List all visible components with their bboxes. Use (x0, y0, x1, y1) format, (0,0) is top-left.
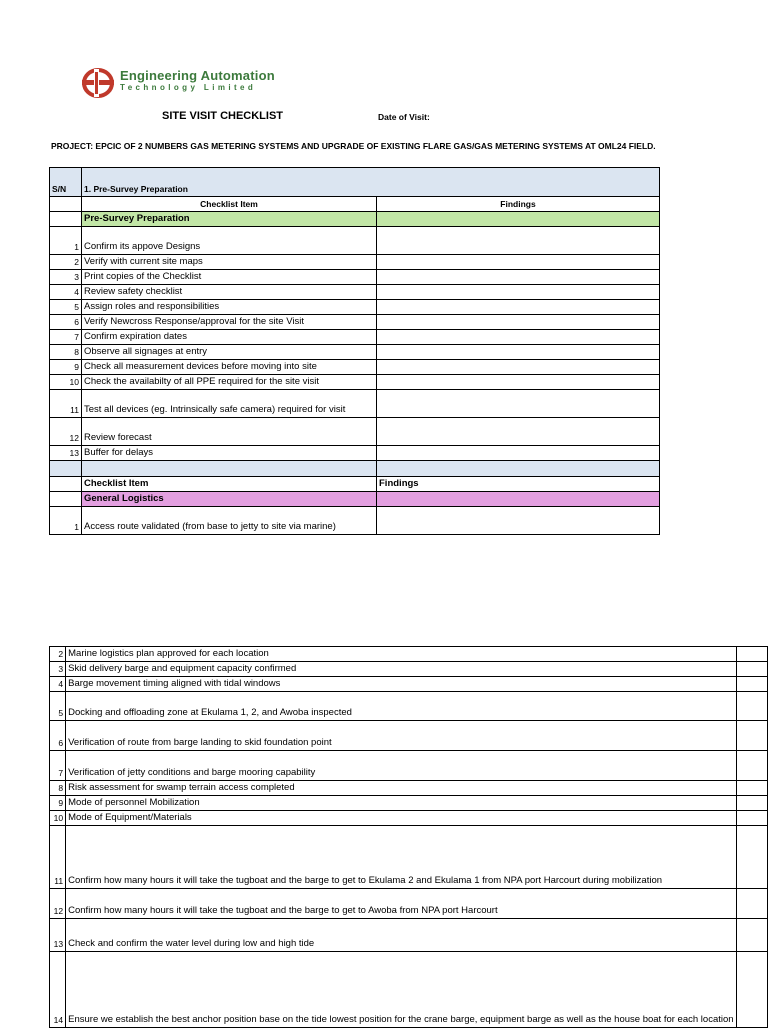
date-of-visit-label: Date of Visit: (378, 112, 430, 122)
row-findings-cell[interactable] (377, 285, 660, 300)
table-row (50, 751, 768, 781)
table-row (50, 446, 660, 461)
row-findings-cell[interactable] (736, 647, 767, 662)
row-item: Confirm its appove Designs (82, 227, 377, 255)
row-item: Review safety checklist (82, 285, 377, 300)
logo-company-subtitle: Technology Limited (120, 83, 257, 92)
column-header-findings: Findings (377, 197, 660, 212)
row-sn: 9 (50, 360, 82, 375)
table-row (50, 796, 768, 811)
row-sn: 12 (50, 889, 66, 919)
table-row (50, 507, 660, 535)
row-sn: 11 (50, 826, 66, 889)
table-row (50, 418, 660, 446)
row-findings-cell[interactable] (736, 919, 767, 952)
subsection-row-2 (50, 492, 660, 507)
row-item: Print copies of the Checklist (82, 270, 377, 285)
row-item: Observe all signages at entry (82, 345, 377, 360)
checklist-table-2 (49, 646, 768, 1028)
row-findings-cell[interactable] (736, 692, 767, 721)
row-findings-cell[interactable] (736, 796, 767, 811)
table-row (50, 330, 660, 345)
row-item: Assign roles and responsibilities (82, 300, 377, 315)
row-item: Check all measurement devices before moving into site (82, 360, 377, 375)
spacer-cell (377, 461, 660, 477)
row-sn: 5 (50, 692, 66, 721)
row-item: Check the availabilty of all PPE required for the site visit (82, 375, 377, 390)
subsection-row (50, 212, 660, 227)
sn-header: S/N (50, 168, 82, 197)
column-header-item-2: Checklist Item (82, 477, 377, 492)
header-empty-cell (50, 197, 82, 212)
checklist-table-1 (49, 167, 660, 535)
row-findings-cell[interactable] (377, 375, 660, 390)
section-header-row (50, 168, 660, 197)
row-item: Skid delivery barge and equipment capacity confirmed (66, 662, 736, 677)
table-row (50, 692, 768, 721)
row-findings-cell[interactable] (736, 751, 767, 781)
table-row (50, 285, 660, 300)
row-item: Mode of personnel Mobilization (66, 796, 736, 811)
row-item: Risk assessment for swamp terrain access completed (66, 781, 736, 796)
row-sn: 3 (50, 270, 82, 285)
row-findings-cell[interactable] (377, 507, 660, 535)
table-row (50, 811, 768, 826)
row-sn: 4 (50, 285, 82, 300)
row-item: Ensure we establish the best anchor position base on the tide lowest position for the crane barge, equipment barge as well as the house boat for each location (66, 952, 736, 1028)
row-item: Review forecast (82, 418, 377, 446)
row-findings-cell[interactable] (377, 360, 660, 375)
row-sn: 12 (50, 418, 82, 446)
row-item: Verify with current site maps (82, 255, 377, 270)
row-item: Mode of Equipment/Materials (66, 811, 736, 826)
subsection-pre-survey: Pre-Survey Preparation (82, 212, 377, 227)
row-findings-cell[interactable] (736, 952, 767, 1028)
table-row (50, 375, 660, 390)
row-sn: 14 (50, 952, 66, 1028)
row-sn: 11 (50, 390, 82, 418)
logo-company-name: Engineering Automation (120, 68, 275, 83)
row-findings-cell[interactable] (736, 662, 767, 677)
row-findings-cell[interactable] (736, 826, 767, 889)
row-findings-cell[interactable] (377, 255, 660, 270)
column-header-row-2 (50, 477, 660, 492)
row-findings-cell[interactable] (736, 811, 767, 826)
table-row (50, 781, 768, 796)
row-findings-cell[interactable] (377, 227, 660, 255)
subsection-empty-cell (50, 212, 82, 227)
company-logo (80, 66, 320, 102)
row-sn: 2 (50, 255, 82, 270)
table-row (50, 721, 768, 751)
row-item: Barge movement timing aligned with tidal windows (66, 677, 736, 692)
spacer-cell (82, 461, 377, 477)
row-item: Confirm how many hours it will take the tugboat and the barge to get to Awoba from NPA port Harcourt (66, 889, 736, 919)
row-findings-cell[interactable] (736, 721, 767, 751)
row-item: Access route validated (from base to jetty to site via marine) (82, 507, 377, 535)
subsection-findings-cell (377, 492, 660, 507)
table-row (50, 255, 660, 270)
section-title: 1. Pre-Survey Preparation (82, 168, 660, 197)
row-sn: 2 (50, 647, 66, 662)
row-sn: 4 (50, 677, 66, 692)
row-findings-cell[interactable] (377, 270, 660, 285)
row-findings-cell[interactable] (377, 300, 660, 315)
spacer-row (50, 461, 660, 477)
table-row (50, 390, 660, 418)
row-findings-cell[interactable] (736, 781, 767, 796)
logo-mark-icon (80, 66, 116, 100)
table-row (50, 360, 660, 375)
row-findings-cell[interactable] (377, 330, 660, 345)
row-sn: 6 (50, 315, 82, 330)
row-sn: 7 (50, 330, 82, 345)
subsection-findings-cell (377, 212, 660, 227)
row-sn: 10 (50, 811, 66, 826)
project-description: PROJECT: EPCIC OF 2 NUMBERS GAS METERING SYSTEMS AND UPGRADE OF EXISTING FLARE GAS/GAS METERING SYSTEMS AT OML24 FIELD. (51, 141, 656, 151)
row-sn: 1 (50, 227, 82, 255)
row-sn: 8 (50, 781, 66, 796)
row-findings-cell[interactable] (736, 677, 767, 692)
page-title: SITE VISIT CHECKLIST (162, 110, 284, 122)
row-sn: 13 (50, 919, 66, 952)
row-item: Verify Newcross Response/approval for the site Visit (82, 315, 377, 330)
row-findings-cell[interactable] (377, 390, 660, 418)
row-item: Confirm how many hours it will take the tugboat and the barge to get to Ekulama 2 and Ekulama 1 from NPA port Harcourt during mobilization (66, 826, 736, 889)
row-item: Marine logistics plan approved for each location (66, 647, 736, 662)
row-findings-cell[interactable] (736, 889, 767, 919)
row-sn: 1 (50, 507, 82, 535)
row-findings-cell[interactable] (377, 418, 660, 446)
row-sn: 7 (50, 751, 66, 781)
row-findings-cell[interactable] (377, 315, 660, 330)
table-row (50, 952, 768, 1028)
table-row (50, 345, 660, 360)
table-row (50, 677, 768, 692)
row-sn: 9 (50, 796, 66, 811)
table-row (50, 300, 660, 315)
row-item: Docking and offloading zone at Ekulama 1, 2, and Awoba inspected (66, 692, 736, 721)
spacer-cell (50, 461, 82, 477)
column-header-findings-2: Findings (377, 477, 660, 492)
row-sn: 6 (50, 721, 66, 751)
table-row (50, 662, 768, 677)
table-row (50, 315, 660, 330)
row-item: Test all devices (eg. Intrinsically safe camera) required for visit (82, 390, 377, 418)
row-sn: 13 (50, 446, 82, 461)
row-findings-cell[interactable] (377, 446, 660, 461)
row-sn: 10 (50, 375, 82, 390)
row-item: Confirm expiration dates (82, 330, 377, 345)
table-row (50, 227, 660, 255)
subsection-empty-cell (50, 492, 82, 507)
row-item: Check and confirm the water level during low and high tide (66, 919, 736, 952)
subsection-general-logistics: General Logistics (82, 492, 377, 507)
row-findings-cell[interactable] (377, 345, 660, 360)
header-empty-cell (50, 477, 82, 492)
table-row (50, 919, 768, 952)
row-item: Buffer for delays (82, 446, 377, 461)
row-item: Verification of route from barge landing to skid foundation point (66, 721, 736, 751)
row-sn: 3 (50, 662, 66, 677)
table-row (50, 826, 768, 889)
row-sn: 8 (50, 345, 82, 360)
row-item: Verification of jetty conditions and barge mooring capability (66, 751, 736, 781)
table-row (50, 270, 660, 285)
row-sn: 5 (50, 300, 82, 315)
table-row (50, 889, 768, 919)
column-header-row (50, 197, 660, 212)
column-header-item: Checklist Item (82, 197, 377, 212)
table-row (50, 647, 768, 662)
